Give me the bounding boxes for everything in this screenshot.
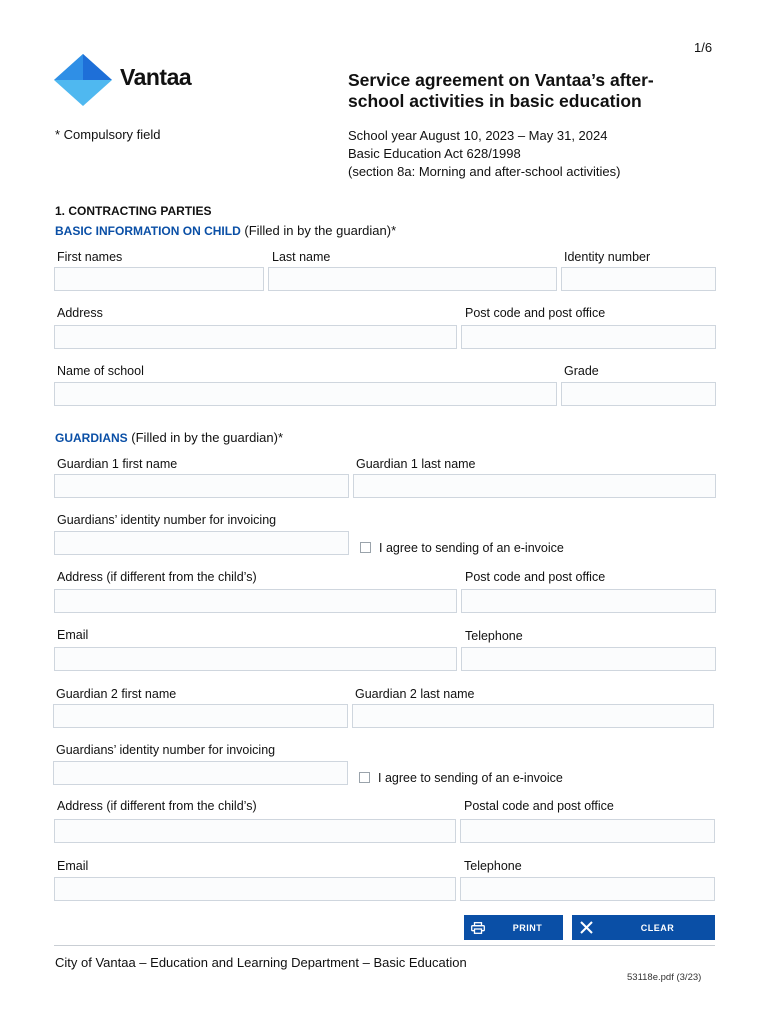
print-button[interactable] — [464, 915, 563, 940]
guardian1-einvoice-label: I agree to sending of an e-invoice — [379, 541, 564, 555]
child-heading — [55, 223, 396, 238]
guardian1-email-label: Email — [57, 628, 89, 642]
child-address-field[interactable] — [54, 325, 457, 349]
guardian1-telephone-label: Telephone — [465, 629, 523, 643]
title-line-1: Service agreement on Vantaa’s after- — [348, 70, 654, 90]
footer-divider — [54, 945, 715, 946]
guardian1-last-name-label: Guardian 1 last name — [356, 457, 476, 471]
guardian2-telephone-label: Telephone — [464, 859, 522, 873]
child-heading-note: (Filled in by the guardian)* — [240, 223, 397, 238]
guardian1-identity-label: Guardians’ identity number for invoicing — [57, 513, 277, 527]
logo-text: Vantaa — [120, 64, 192, 90]
footer-text: City of Vantaa – Education and Learning Department – Basic Education — [55, 955, 467, 970]
child-heading-title: BASIC INFORMATION ON CHILD — [55, 224, 241, 238]
act-reference: Basic Education Act 628/1998 — [348, 146, 521, 161]
school-year-info — [348, 127, 620, 181]
form-code: 53118e.pdf (3/23) — [627, 972, 702, 983]
vantaa-logo-icon — [52, 52, 114, 108]
section-heading: 1. CONTRACTING PARTIES — [55, 204, 212, 218]
guardians-heading-title: GUARDIANS — [55, 431, 128, 445]
guardian2-email-field[interactable] — [54, 877, 456, 901]
guardian2-telephone-field[interactable] — [460, 877, 715, 901]
guardian1-email-field[interactable] — [54, 647, 457, 671]
guardian2-identity-label: Guardians’ identity number for invoicing — [56, 743, 276, 757]
page-number: 1/6 — [694, 40, 713, 55]
guardian1-identity-field[interactable] — [54, 531, 349, 555]
grade-label: Grade — [564, 364, 599, 378]
printer-icon — [464, 922, 492, 934]
clear-button[interactable] — [572, 915, 715, 940]
child-grade-field[interactable] — [561, 382, 716, 406]
first-names-label: First names — [57, 250, 123, 264]
identity-number-label: Identity number — [564, 250, 651, 264]
page-title — [348, 70, 654, 112]
guardian1-telephone-field[interactable] — [461, 647, 716, 671]
compulsory-note: * Compulsory field — [55, 127, 161, 142]
child-identity-number-field[interactable] — [561, 267, 716, 291]
child-first-names-field[interactable] — [54, 267, 264, 291]
school-label: Name of school — [57, 364, 144, 378]
guardian1-post-code-field[interactable] — [461, 589, 716, 613]
guardian2-address-label: Address (if different from the child’s) — [57, 799, 257, 813]
title-line-2: school activities in basic education — [348, 91, 642, 111]
guardian2-identity-field[interactable] — [53, 761, 348, 785]
guardian1-address-label: Address (if different from the child’s) — [57, 570, 257, 584]
child-school-field[interactable] — [54, 382, 557, 406]
address-label: Address — [57, 306, 103, 320]
guardian1-post-code-label: Post code and post office — [465, 570, 606, 584]
guardian1-last-name-field[interactable] — [353, 474, 716, 498]
guardian2-post-code-label: Postal code and post office — [464, 799, 614, 813]
guardian1-first-name-label: Guardian 1 first name — [57, 457, 178, 471]
school-year: School year August 10, 2023 – May 31, 2024 — [348, 128, 608, 143]
post-code-label: Post code and post office — [465, 306, 606, 320]
close-icon — [572, 921, 600, 934]
guardian2-email-label: Email — [57, 859, 89, 873]
child-post-code-field[interactable] — [461, 325, 716, 349]
section-reference: (section 8a: Morning and after-school activities) — [348, 164, 621, 179]
child-last-name-field[interactable] — [268, 267, 557, 291]
guardian2-einvoice-checkbox[interactable] — [359, 772, 370, 783]
guardian1-einvoice-checkbox[interactable] — [360, 542, 371, 553]
guardians-heading-note: (Filled in by the guardian)* — [127, 430, 284, 445]
guardians-heading — [55, 430, 283, 445]
guardian2-last-name-label: Guardian 2 last name — [355, 687, 475, 701]
guardian2-last-name-field[interactable] — [352, 704, 714, 728]
clear-button-label: CLEAR — [640, 922, 675, 933]
print-button-label: PRINT — [512, 922, 543, 933]
guardian2-einvoice-label: I agree to sending of an e-invoice — [378, 771, 563, 785]
guardian2-first-name-field[interactable] — [53, 704, 348, 728]
guardian1-address-field[interactable] — [54, 589, 457, 613]
guardian2-address-field[interactable] — [54, 819, 456, 843]
guardian2-post-code-field[interactable] — [460, 819, 715, 843]
guardian1-first-name-field[interactable] — [54, 474, 349, 498]
last-name-label: Last name — [272, 250, 331, 264]
guardian2-first-name-label: Guardian 2 first name — [56, 687, 177, 701]
